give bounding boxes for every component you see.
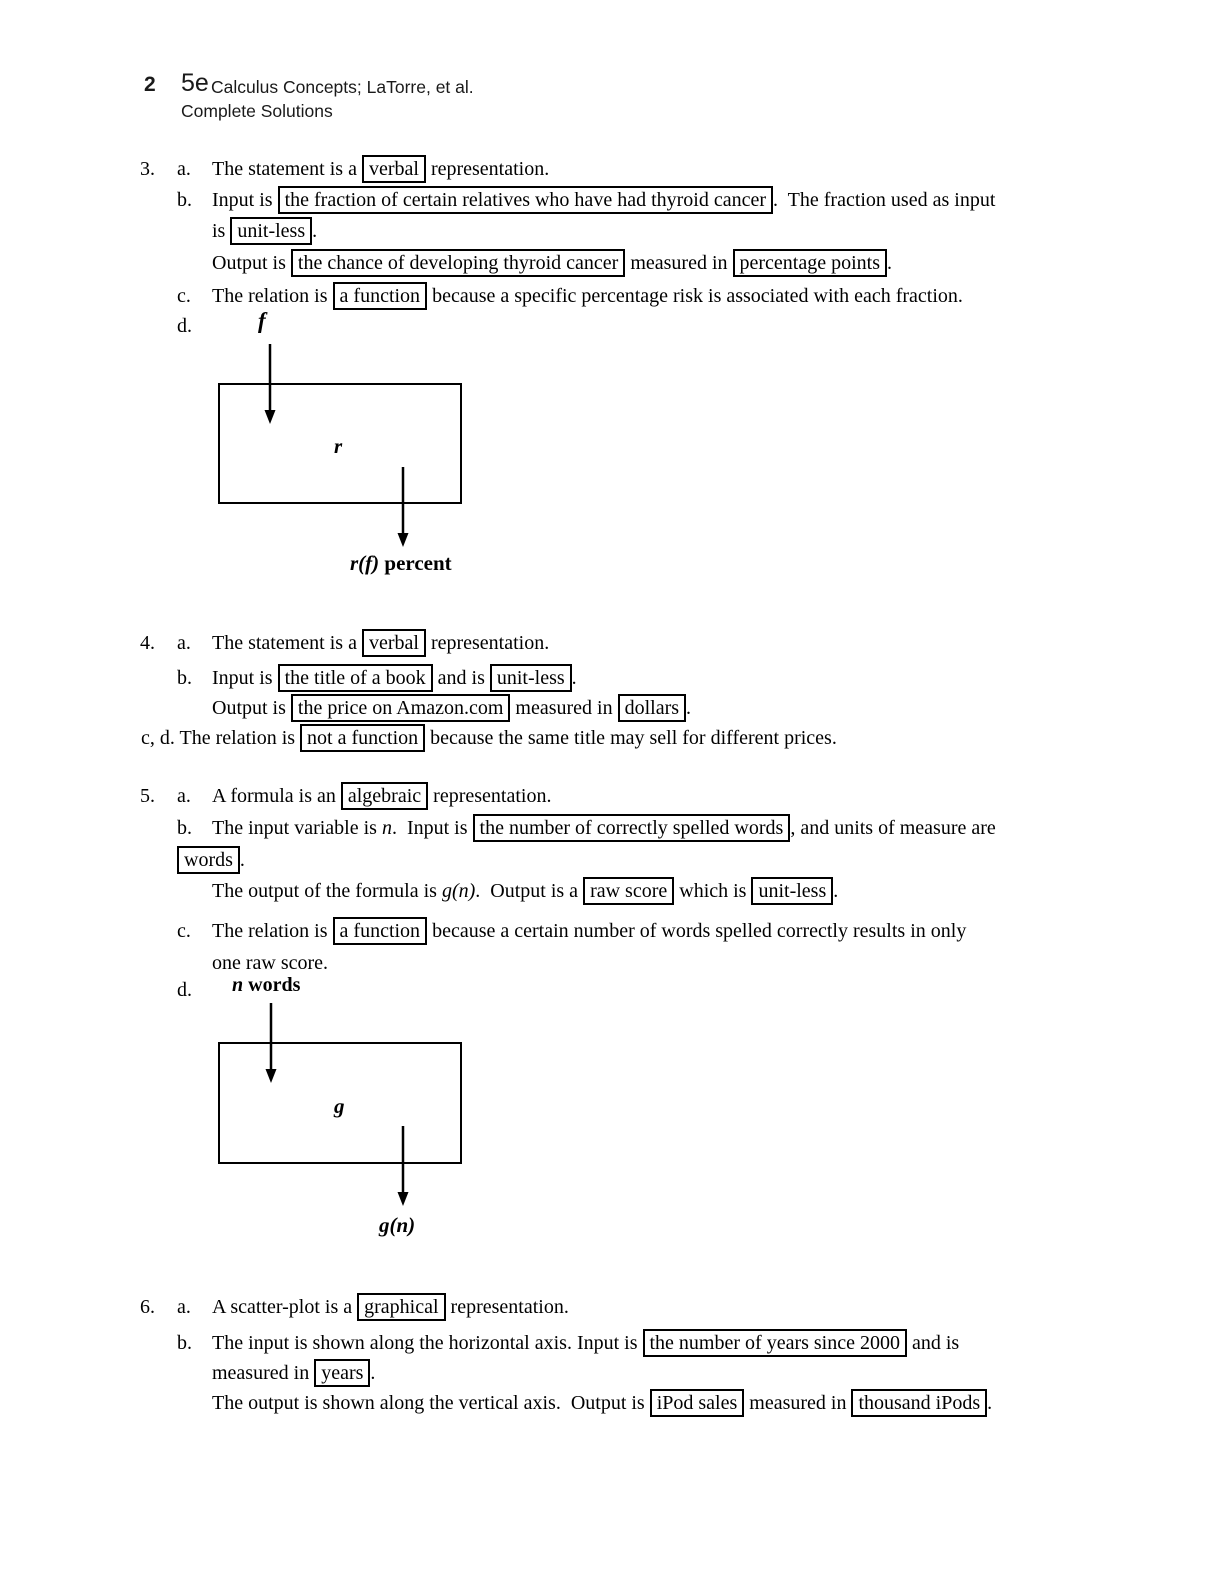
solution-line-4a <box>140 631 549 655</box>
boxed-answer: unit-less <box>230 217 312 245</box>
item-number: 3. <box>140 158 155 180</box>
solution-line-6b-cont <box>212 1361 375 1385</box>
boxed-answer: thousand iPods <box>851 1389 987 1417</box>
line-text: representation. <box>425 632 550 654</box>
boxed-answer: verbal <box>362 629 426 657</box>
line-text: measured in <box>510 697 618 719</box>
edition-label: 5e <box>181 69 209 97</box>
input-label <box>232 974 300 997</box>
solution-line-5d <box>177 978 212 1002</box>
book-title: Calculus Concepts; LaTorre, et al. <box>211 77 474 97</box>
solution-line-5b-output <box>212 879 838 903</box>
line-text: The statement is a <box>212 158 362 180</box>
variable-n: n <box>381 817 392 839</box>
output-label <box>379 1213 415 1238</box>
input-variable: f <box>258 308 266 333</box>
item-letter: b. <box>177 1332 192 1354</box>
output-unit: percent <box>379 551 452 575</box>
output-variable: r(f) <box>350 551 380 575</box>
line-text: . <box>887 252 893 274</box>
item-number: 5. <box>140 785 155 807</box>
line-text: measured in <box>625 252 733 274</box>
line-text: Output is <box>212 252 291 274</box>
boxed-answer: raw score <box>583 877 674 905</box>
solution-line-5c-cont <box>212 951 328 975</box>
item-letter: d. <box>177 979 192 1001</box>
input-label <box>258 308 266 334</box>
item-letter: d. <box>177 315 192 337</box>
line-text: which is <box>674 880 752 902</box>
item-letter: a. <box>177 1296 191 1318</box>
line-text: . <box>370 1362 376 1384</box>
line-text: and is <box>906 1332 960 1354</box>
line-text: . <box>686 697 692 719</box>
line-text: The relation is <box>212 920 333 942</box>
page-number: 2 <box>144 73 156 96</box>
line-text: Input is <box>212 667 278 689</box>
solution-line-4cd <box>141 726 837 750</box>
variable-gn: g(n) <box>441 880 476 902</box>
item-number: 4. <box>140 632 155 654</box>
line-text: one raw score. <box>212 952 329 974</box>
solution-line-6a <box>140 1295 569 1319</box>
machine-variable: r <box>334 434 343 458</box>
solution-line-5b-cont <box>177 848 245 872</box>
boxed-answer: the number of years since 2000 <box>643 1329 907 1357</box>
boxed-answer: a function <box>333 917 428 945</box>
line-text: and is <box>432 667 490 689</box>
solution-line-6b <box>177 1331 959 1355</box>
solution-line-5b <box>177 816 996 840</box>
header-subtitle: Complete Solutions <box>181 101 333 121</box>
solution-line-3b-output <box>212 251 892 275</box>
boxed-answer: percentage points <box>733 249 888 277</box>
machine-label <box>334 1094 345 1119</box>
machine-variable: g <box>334 1094 345 1118</box>
boxed-answer: unit-less <box>490 664 572 692</box>
item-letter: b. <box>177 189 192 211</box>
line-text: measured in <box>212 1362 315 1384</box>
line-text: The output of the formula is <box>212 880 442 902</box>
line-text: . <box>833 880 839 902</box>
line-text: A scatter-plot is a <box>212 1296 358 1318</box>
boxed-answer: not a function <box>300 724 425 752</box>
line-text: The input variable is <box>212 817 382 839</box>
line-text: measured in <box>744 1392 852 1414</box>
boxed-answer: algebraic <box>341 782 428 810</box>
boxed-answer: graphical <box>357 1293 445 1321</box>
line-text: . <box>987 1392 993 1414</box>
line-text: The relation is <box>212 285 333 307</box>
boxed-answer: the fraction of certain relatives who have had thyroid cancer <box>278 186 773 214</box>
line-text: . Output is a <box>475 880 584 902</box>
solution-line-4b <box>177 666 577 690</box>
boxed-answer: verbal <box>362 155 426 183</box>
line-text: representation. <box>428 785 552 807</box>
output-label <box>350 551 452 576</box>
line-text: c, d. The relation is <box>141 727 301 749</box>
boxed-answer: the title of a book <box>278 664 433 692</box>
line-text: The output is shown along the vertical axis. Output is <box>212 1392 650 1414</box>
item-number: 6. <box>140 1296 155 1318</box>
boxed-answer: years <box>314 1359 370 1387</box>
line-text: Input is <box>212 189 278 211</box>
solution-line-5a <box>140 784 551 808</box>
solution-line-3b-cont <box>212 219 317 243</box>
line-text: is <box>212 220 231 242</box>
output-variable: g(n) <box>379 1213 416 1237</box>
item-letter: c. <box>177 920 191 942</box>
boxed-answer: iPod sales <box>650 1389 745 1417</box>
solution-line-6b-output <box>212 1391 992 1415</box>
line-text: A formula is an <box>212 785 341 807</box>
item-letter: a. <box>177 158 191 180</box>
boxed-answer: the number of correctly spelled words <box>473 814 791 842</box>
line-text: . <box>239 849 245 871</box>
item-letter: a. <box>177 785 191 807</box>
down-arrow-icon <box>395 467 411 547</box>
line-text: , and units of measure are <box>790 817 996 839</box>
solution-line-3a <box>140 157 549 181</box>
line-text: . The fraction used as input <box>773 189 996 211</box>
item-letter: c. <box>177 285 191 307</box>
item-letter: b. <box>177 667 192 689</box>
solution-line-3b <box>177 188 995 212</box>
line-text: representation. <box>425 158 550 180</box>
boxed-answer: dollars <box>618 694 686 722</box>
boxed-answer: the price on Amazon.com <box>291 694 511 722</box>
solution-line-4b-output <box>212 696 691 720</box>
item-letter: b. <box>177 817 192 839</box>
line-text: The input is shown along the horizontal axis. Input is <box>212 1332 643 1354</box>
line-text: because the same title may sell for different prices. <box>425 727 837 749</box>
machine-label <box>334 434 342 459</box>
input-variable: n <box>232 974 244 996</box>
item-letter: a. <box>177 632 191 654</box>
solution-line-5c <box>177 919 966 943</box>
solution-line-3c <box>177 284 963 308</box>
line-text: Output is <box>212 697 291 719</box>
boxed-answer: unit-less <box>751 877 833 905</box>
line-text: . Input is <box>391 817 473 839</box>
line-text: because a specific percentage risk is associated with each fraction. <box>427 285 963 307</box>
line-text: . <box>571 667 577 689</box>
boxed-answer: words <box>177 846 240 874</box>
input-unit: words <box>243 974 301 996</box>
line-text: representation. <box>445 1296 569 1318</box>
solution-line-3d <box>177 314 212 338</box>
line-text: The statement is a <box>212 632 362 654</box>
down-arrow-icon <box>395 1126 411 1206</box>
boxed-answer: the chance of developing thyroid cancer <box>291 249 625 277</box>
line-text: because a certain number of words spelled correctly results in only <box>427 920 967 942</box>
line-text: . <box>312 220 318 242</box>
boxed-answer: a function <box>333 282 428 310</box>
